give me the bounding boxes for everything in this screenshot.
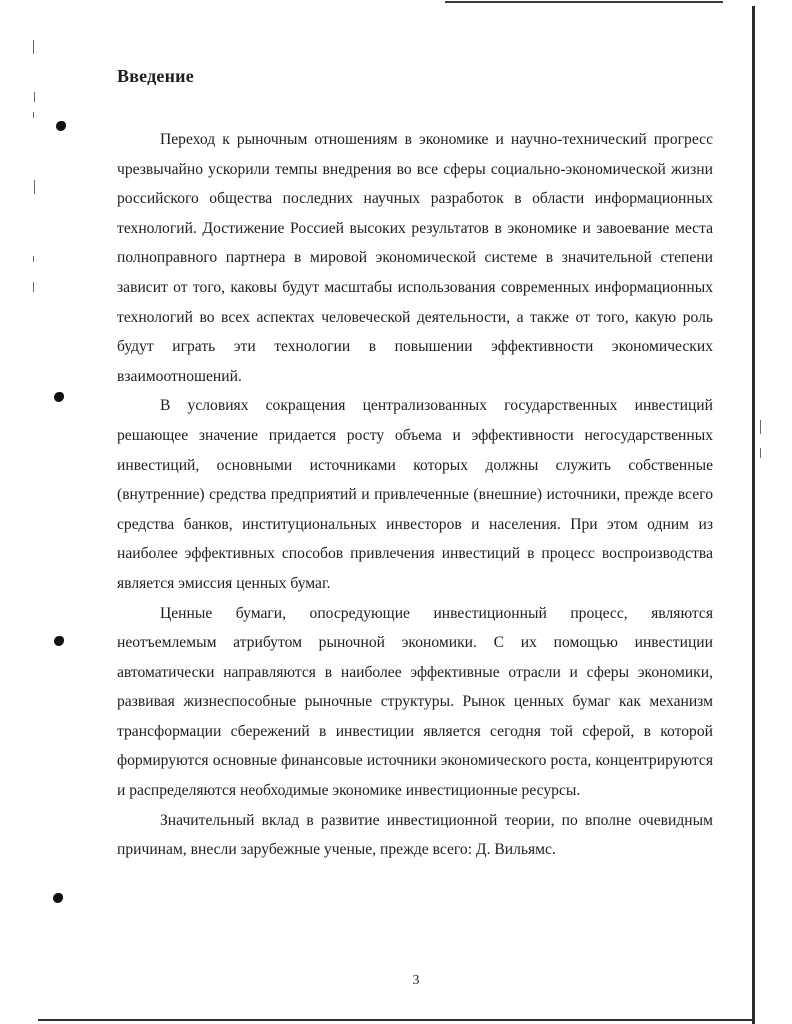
scan-edge-mark bbox=[33, 282, 34, 292]
punch-hole-mark bbox=[56, 121, 66, 131]
punch-hole-mark bbox=[54, 392, 64, 402]
scan-edge-mark bbox=[34, 180, 35, 194]
page-number: 3 bbox=[412, 973, 420, 988]
scan-edge-mark bbox=[33, 40, 34, 54]
scan-edge-mark bbox=[33, 112, 34, 118]
scan-top-edge bbox=[445, 1, 723, 3]
scan-edge-mark bbox=[34, 92, 35, 102]
paragraph: Значительный вклад в развитие инвестиционной теории, по вполне очевидным причинам, внесли зарубежные ученые, прежде всего: Д. Вильямс. bbox=[117, 811, 713, 859]
page-title: Введение bbox=[117, 66, 194, 86]
paragraph: В условиях сокращения централизованных государственных инвестиций решающее значение придается росту объема и эффективности негосударственных инвестиций, основными источниками которых должны служить собственные (внутренние) средства предприятий и привлеченные (внешние) источники, прежде всего средства банков, институциональных инвесторов и населения. При этом одним из наиболее эффективных способов привлечения инвестиций в процесс воспроизводства является эмиссия ценных бумаг. bbox=[117, 397, 713, 592]
punch-hole-mark bbox=[53, 893, 63, 903]
scan-bottom-edge bbox=[38, 1019, 754, 1021]
scan-right-edge bbox=[752, 6, 755, 1024]
paragraph: Ценные бумаги, опосредующие инвестиционный процесс, являются неотъемлемым атрибутом рыночной экономики. С их помощью инвестиции автоматически направляются в наиболее эффективные отрасли и сферы экономики, развивая жизнеспособные рыночные структуры. Рынок ценных бумаг как механизм трансформации сбережений в инвестиции является сегодня той сферой, в которой формируются основные финансовые источники экономического роста, концентрируются и распределяются необходимые экономике инвестиционные ресурсы. bbox=[117, 604, 713, 800]
scan-edge-mark bbox=[760, 420, 761, 434]
punch-hole-mark bbox=[54, 636, 64, 646]
body-text bbox=[117, 125, 713, 865]
scan-edge-mark bbox=[33, 256, 34, 262]
paragraph: Переход к рыночным отношениям в экономике и научно-технический прогресс чрезвычайно ускорили темпы внедрения во все сферы социально-экономической жизни российского общества последних научных разработок в области информационных технологий. Достижение Россией высоких результатов в экономике и завоевание места полноправного партнера в мировой экономической системе в значительной степени зависит от того, каковы будут масштабы использования современных информационных технологий во всех аспектах человеческой деятельности, а также от того, какую роль будут играть эти технологии в повышении эффективности экономических взаимоотношений. bbox=[117, 131, 713, 385]
scan-edge-mark bbox=[760, 448, 761, 458]
